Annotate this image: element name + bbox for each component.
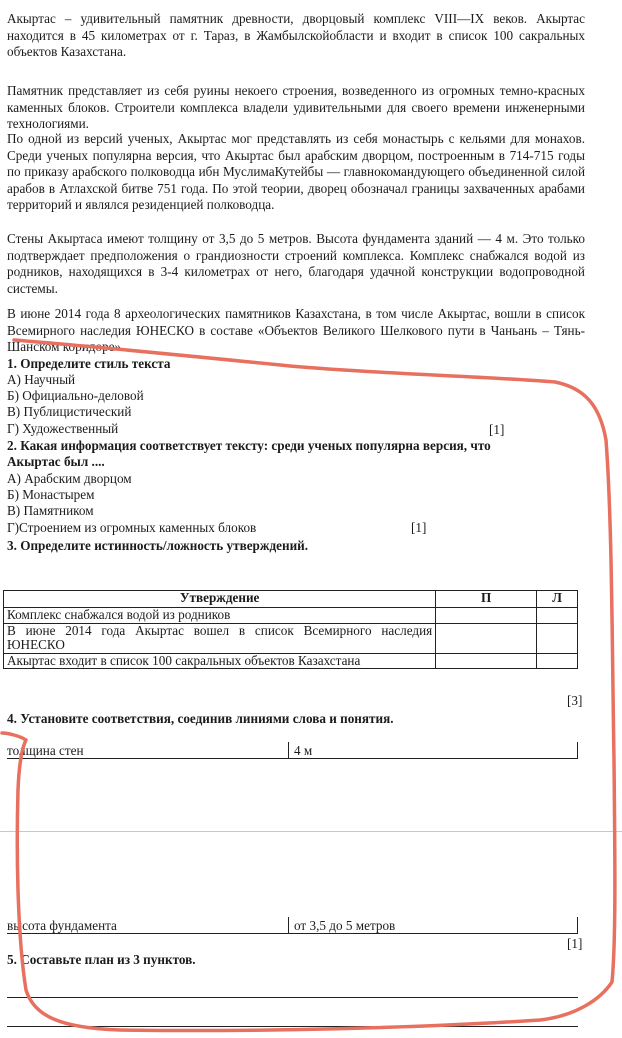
question-2-title-line-1: 2. Какая информация соответствует тексту: среди ученых популярна версия, что bbox=[7, 438, 491, 453]
header-statement: Утверждение bbox=[4, 591, 436, 608]
q2-option-a: А) Арабским дворцом bbox=[7, 471, 132, 486]
q1-option-a: А) Научный bbox=[7, 372, 76, 387]
intro-paragraph-2: Памятник представляет из себя руины некоего строения, возведенного из огромных темно-красных каменных блоков. Строители комплекса владели удивительными для своего времени инженерными технологиями. bbox=[7, 83, 585, 132]
intro-paragraph-1: Акыртас – удивительный памятник древности, дворцовый комплекс VIII—IX веков. Акыртас находится в 45 километрах от г. Тараз, в Жамбылскойобласти и входит в список 100 сакральных объектов Казахстана. bbox=[7, 11, 585, 60]
q2-option-b: Б) Монастырем bbox=[7, 487, 95, 502]
q2-score-mark: [1] bbox=[411, 520, 427, 535]
question-1-title: 1. Определите стиль текста bbox=[7, 356, 171, 371]
statement-cell: Комплекс снабжался водой из родников bbox=[4, 608, 436, 624]
q3-score-mark: [3] bbox=[567, 693, 583, 708]
q4-score-mark: [1] bbox=[567, 936, 583, 951]
intro-paragraph-5: В июне 2014 года 8 археологических памятников Казахстана, в том числе Акыртас, вошли в список Всемирного наследия ЮНЕСКО в составе «Объектов Великого Шелкового пути в Чаньань – Тянь-Шанском коридоре». bbox=[7, 306, 585, 355]
match-left-term-2: высота фундамента bbox=[7, 918, 117, 933]
q1-option-b: Б) Официально-деловой bbox=[7, 388, 144, 403]
q2-option-c: В) Памятником bbox=[7, 503, 94, 518]
statement-cell: Акыртас входит в список 100 сакральных объектов Казахстана bbox=[4, 653, 436, 669]
q1-score-mark: [1] bbox=[489, 422, 505, 437]
match-right-term-1: 4 м bbox=[294, 743, 313, 758]
header-true: П bbox=[436, 591, 537, 608]
statement-cell: В июне 2014 года Акыртас вошел в список Всемирного наследия ЮНЕСКО bbox=[4, 623, 436, 653]
q2-option-d: Г)Строением из огромных каменных блоков bbox=[7, 520, 257, 535]
intro-paragraph-4: Стены Акыртаса имеют толщину от 3,5 до 5 метров. Высота фундамента зданий — 4 м. Это только подтверждает предположения о грандиозности строений комплекса. Комплекс снабжался водой из родников, находящихся в 3-4 километрах от него, благодаря удачной конструкции водопроводной системы. bbox=[7, 231, 585, 296]
question-4-title: 4. Установите соответствия, соединив линиями слова и понятия. bbox=[7, 711, 394, 726]
q1-option-c: В) Публицистический bbox=[7, 404, 132, 419]
question-3-title: 3. Определите истинность/ложность утверждений. bbox=[7, 538, 309, 553]
q1-option-d: Г) Художественный bbox=[7, 421, 119, 436]
question-2-title-line-2: Акыртас был .... bbox=[7, 454, 105, 469]
match-left-term-1: толщина стен bbox=[7, 743, 84, 758]
match-right-term-2: от 3,5 до 5 метров bbox=[294, 918, 396, 933]
intro-paragraph-3: По одной из версий ученых, Акыртас мог представлять из себя монастырь с кельями для монахов. Среди ученых популярна версия, что Акыртас был арабским дворцом, построенным в 714-715 годы по приказу арабского полководца ибн МуслимаКутейбы — главнокомандующего объединенной силой арабов в Атлахской битве 751 года. По этой теории, дворец обозначал границы захваченных арабами территорий и являлся резиденцией полководца. bbox=[7, 131, 585, 213]
question-5-title: 5. Составьте план из 3 пунктов. bbox=[7, 952, 196, 967]
header-false: Л bbox=[537, 591, 578, 608]
